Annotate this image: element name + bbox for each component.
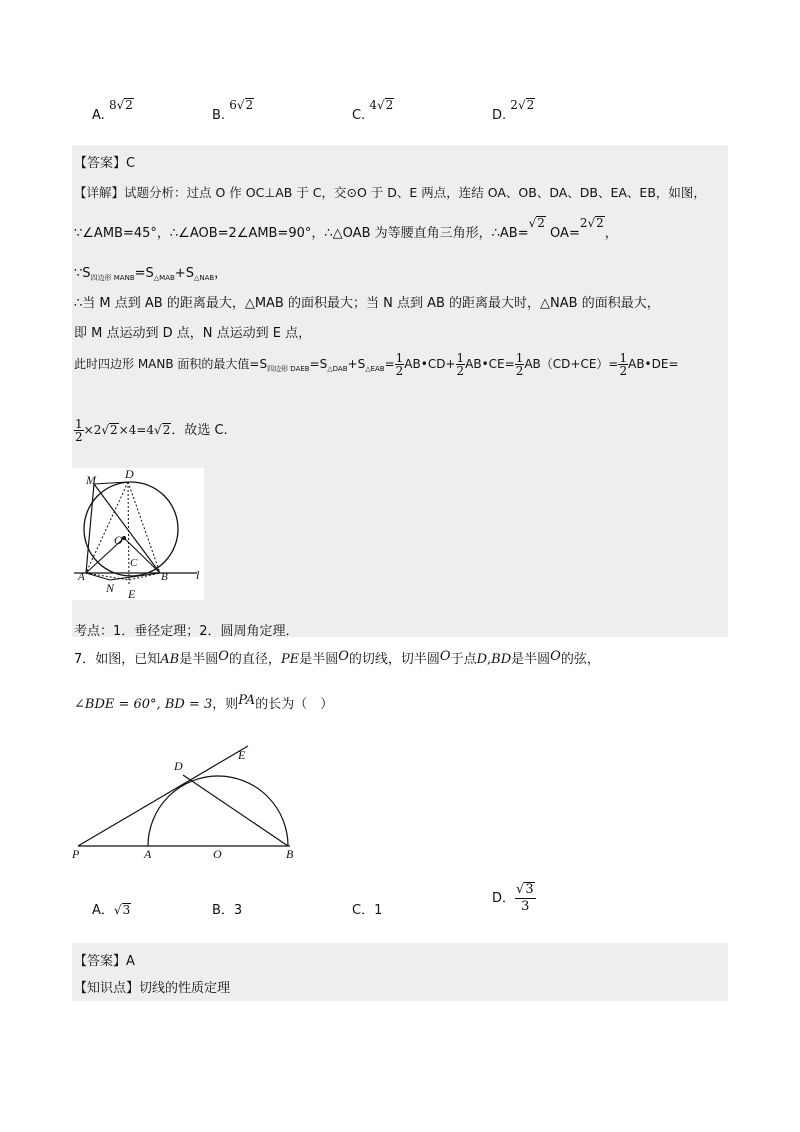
q6-option-b-value: 6√2: [229, 98, 254, 112]
fraction-half: $\frac{1}{2}$: [515, 351, 524, 378]
q6-answer: 【答案】C: [74, 156, 136, 171]
fraction-half: $\frac{1}{2}$: [395, 351, 404, 378]
q7-option-c: C．1: [352, 903, 383, 918]
label-a: A: [78, 571, 85, 583]
q6-detail-line-2: ∵∠AMB=45°，∴∠AOB=2∠AMB=90°，∴△OAB 为等腰直角三角形，∴AB=√2 OA=2√2，: [74, 216, 618, 241]
label-d: D: [174, 759, 183, 773]
q6-option-d: D. 2√2: [492, 98, 535, 123]
sqrt-two: √2: [528, 216, 545, 230]
fraction-half: $\frac{1}{2}$: [456, 351, 465, 378]
q6-detail-line-1: 【详解】试题分析：过点 O 作 OC⊥AB 于 C，交⊙O 于 D、E 两点，连结 OA、OB、DA、DB、EA、EB，如图，: [74, 185, 706, 200]
q7-option-d: D． $\frac{√3}{3}$: [492, 882, 534, 914]
q7-answer: 【答案】A: [74, 954, 135, 969]
q6-circle-figure: [72, 468, 204, 600]
two-sqrt-two: 2√2: [579, 216, 604, 230]
semicircle-o: [148, 776, 288, 846]
fraction-half: $\frac{1}{2}$: [75, 417, 83, 444]
label-o: O: [213, 847, 222, 860]
q6-detail-line-3: $\because S_{四边形 MANB}=S_{\triangle MAB}+S_{\triangle NAB}$，: [74, 266, 228, 282]
q6-kaodian: 考点：1．垂径定理；2．圆周角定理．: [74, 624, 299, 639]
q6-detail-line-4: ∴当 M 点到 AB 的距离最大，△MAB 的面积最大；当 N 点到 AB 的距离最大时，△NAB 的面积最大，: [74, 296, 660, 311]
fraction-sqrt3-over-3: $\frac{√3}{3}$: [516, 882, 534, 914]
segment-bd: [183, 775, 288, 846]
q6-detail-line-7: $\frac{1}{2}$ ×2√2×4=4√2．故选 C.: [75, 417, 228, 444]
q6-option-d-value: 2√2: [510, 98, 535, 112]
q6-option-b: B. 6√2: [212, 98, 254, 123]
label-a: A: [144, 847, 152, 860]
label-m: M: [86, 473, 96, 487]
label-p: P: [72, 847, 80, 860]
q7-option-a: A．√3: [92, 903, 131, 918]
q7-stem-line-1: 7．如图，已知AB是半圆O的直径，PE是半圆O的切线，切半圆O于点D,BD是半圆O的弦，: [74, 649, 600, 667]
label-d: D: [125, 468, 134, 481]
q6-option-c: C. 4√2: [352, 98, 394, 123]
angle-expression: ∠BDE = 60°, BD = 3: [74, 697, 213, 712]
q6-option-a: A. 8√2: [92, 98, 133, 123]
line-pe: [78, 746, 248, 846]
q7-option-b: B．3: [212, 903, 243, 918]
q7-semicircle-figure: [70, 742, 310, 860]
label-c: C: [130, 557, 138, 569]
q7-knowledge-point: 【知识点】切线的性质定理: [74, 981, 231, 996]
fraction-half: $\frac{1}{2}$: [619, 351, 628, 378]
label-b: B: [161, 571, 168, 583]
label-e: E: [238, 748, 246, 762]
q6-detail-line-5: 即 M 点运动到 D 点，N 点运动到 E 点，: [74, 326, 312, 341]
q6-detail-line-6: 此时四边形 MANB 面积的最大值$=S_{四边形 DAEB}=S_{\triangle DAB}+S_{\triangle EAB}=$ $\frac{1}{2}$ AB•CD+ $\frac{1}{2}$ AB•CE= $\frac{1}{2}$ AB（CD+CE）= $\frac{1}{2}$ AB•DE=: [74, 351, 679, 378]
label-b: B: [286, 847, 294, 860]
label-e: E: [128, 587, 136, 600]
q7-stem-line-2: ∠BDE = 60°, BD = 3，则PA的长为（ ）: [74, 693, 334, 712]
q6-option-c-value: 4√2: [369, 98, 394, 112]
label-n: N: [106, 581, 115, 595]
q6-option-a-value: 8√2: [108, 98, 133, 112]
label-l: l: [196, 568, 200, 582]
label-o: O: [114, 533, 123, 547]
